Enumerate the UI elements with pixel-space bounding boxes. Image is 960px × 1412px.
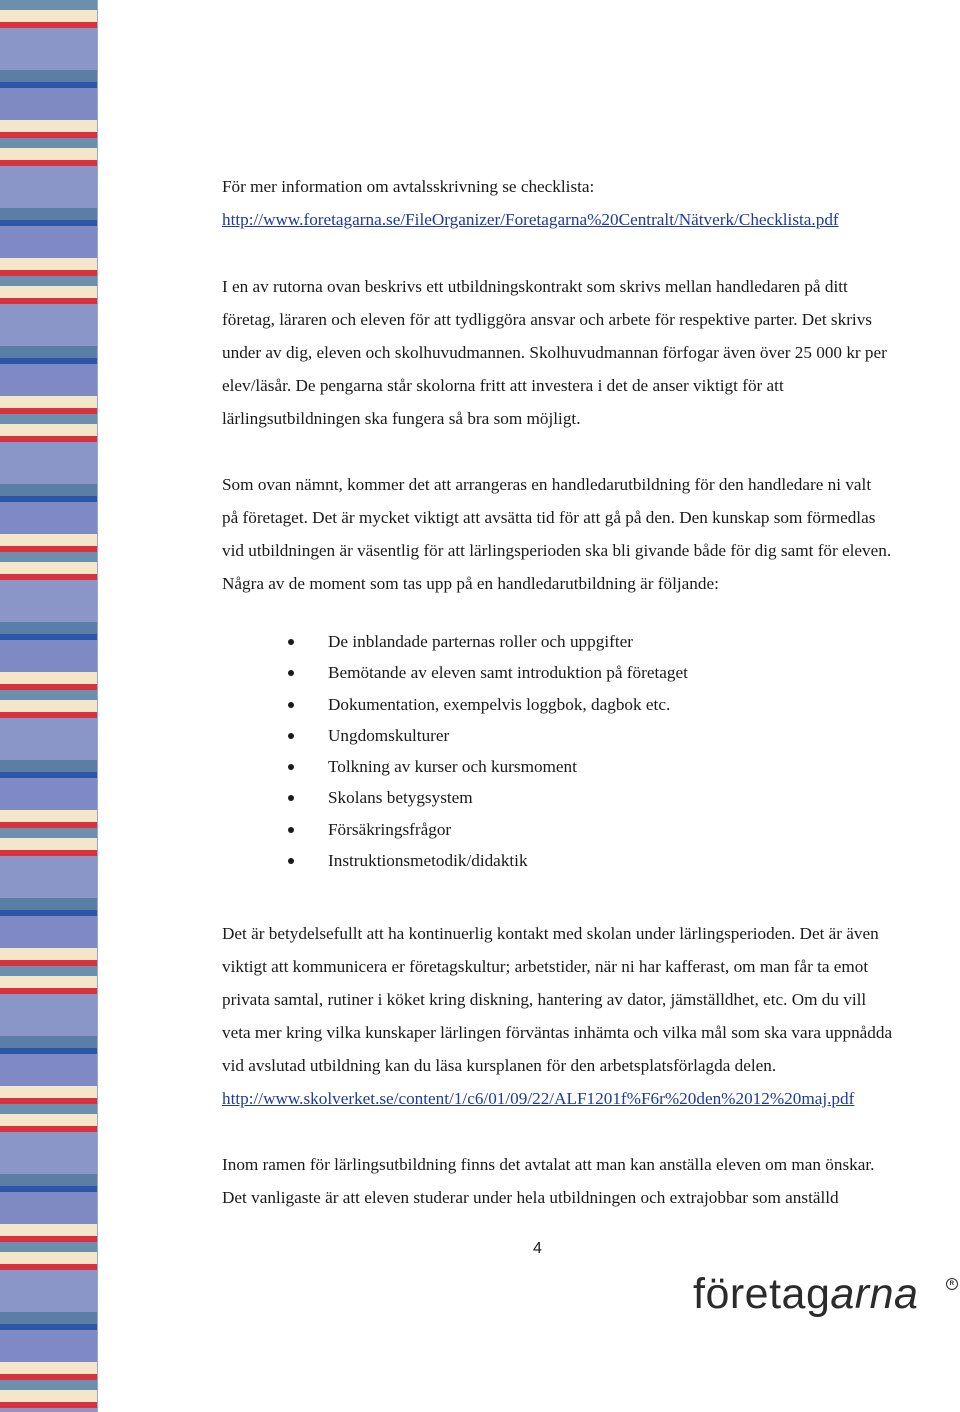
list-item: Ungdomskulturer [288, 720, 688, 751]
decorative-side-stripe [0, 0, 98, 1412]
list-item: Instruktionsmetodik/didaktik [288, 845, 688, 876]
paragraph-line: I en av rutorna ovan beskrivs ett utbildningskontrakt som skrivs mellan handledaren på ditt [222, 277, 848, 296]
paragraph-line: på företaget. Det är mycket viktigt att avsätta tid för att gå på den. Den kunskap som förmedlas [222, 508, 876, 527]
paragraph-line: Inom ramen för lärlingsutbildning finns det avtalat att man kan anställa eleven om man önskar. [222, 1155, 875, 1174]
paragraph-line: viktigt att kommunicera er företagskultur; arbetstider, när ni har kafferast, om man får ta emot [222, 957, 869, 976]
paragraph-line: vid utbildningen är väsentlig för att lärlingsperioden ska bli givande både för dig samt för eleven. [222, 541, 892, 560]
bullet-icon [288, 733, 294, 739]
list-item: Bemötande av eleven samt introduktion på företaget [288, 657, 688, 688]
paragraph-line: under av dig, eleven och skolhuvudmannen. Skolhuvudmannan förfogar även över 25 000 kr per [222, 343, 887, 362]
bullet-icon [288, 702, 294, 708]
checklist-link[interactable]: http://www.foretagarna.se/FileOrganizer/Foretagarna%20Centralt/Nätverk/Checklista.pdf [222, 210, 839, 229]
paragraph-line: vid avslutad utbildning kan du läsa kursplanen för den arbetsplatsförlagda delen. [222, 1056, 777, 1075]
bullet-icon [288, 795, 294, 801]
list-item: Skolans betygsystem [288, 782, 688, 813]
training-topics-list [288, 626, 688, 876]
paragraph-line: företag, läraren och eleven för att tydliggöra ansvar och arbete för respektive parter. Det skrivs [222, 310, 872, 329]
paragraph-line: veta mer kring vilka kunskaper lärlingen förväntas inhämta och vilka mål som ska vara uppnådda [222, 1023, 893, 1042]
list-item: Dokumentation, exempelvis loggbok, dagbok etc. [288, 689, 688, 720]
foretagarna-logo: företagarna R [693, 1270, 918, 1319]
bullet-icon [288, 670, 294, 676]
paragraph-line: privata samtal, rutiner i köket kring diskning, hantering av dator, jämställdhet, etc. Om du vill [222, 990, 867, 1009]
paragraph-line: Det är betydelsefullt att ha kontinuerlig kontakt med skolan under lärlingsperioden. Det är även [222, 924, 879, 943]
bullet-icon [288, 827, 294, 833]
paragraph-line: Några av de moment som tas upp på en handledarutbildning är följande: [222, 574, 719, 593]
page-number: 4 [533, 1240, 542, 1257]
paragraph-line: lärlingsutbildningen ska fungera så bra som möjligt. [222, 409, 581, 428]
list-item: De inblandade parternas roller och uppgifter [288, 626, 688, 657]
registered-mark-icon: R [946, 1278, 958, 1290]
bullet-icon [288, 639, 294, 645]
paragraph-line: Det vanligaste är att eleven studerar under hela utbildningen och extrajobbar som anställd [222, 1188, 839, 1207]
bullet-icon [288, 764, 294, 770]
paragraph-line: elev/läsår. De pengarna står skolorna fritt att investera i det de anser viktigt för att [222, 376, 784, 395]
intro-text: För mer information om avtalsskrivning se checklista: [222, 177, 595, 196]
bullet-icon [288, 858, 294, 864]
curriculum-link[interactable]: http://www.skolverket.se/content/1/c6/01/09/22/ALF1201f%F6r%20den%2012%20maj.pdf [222, 1089, 855, 1108]
list-item: Försäkringsfrågor [288, 814, 688, 845]
list-item: Tolkning av kurser och kursmoment [288, 751, 688, 782]
paragraph-line: Som ovan nämnt, kommer det att arrangeras en handledarutbildning för den handledare ni valt [222, 475, 872, 494]
